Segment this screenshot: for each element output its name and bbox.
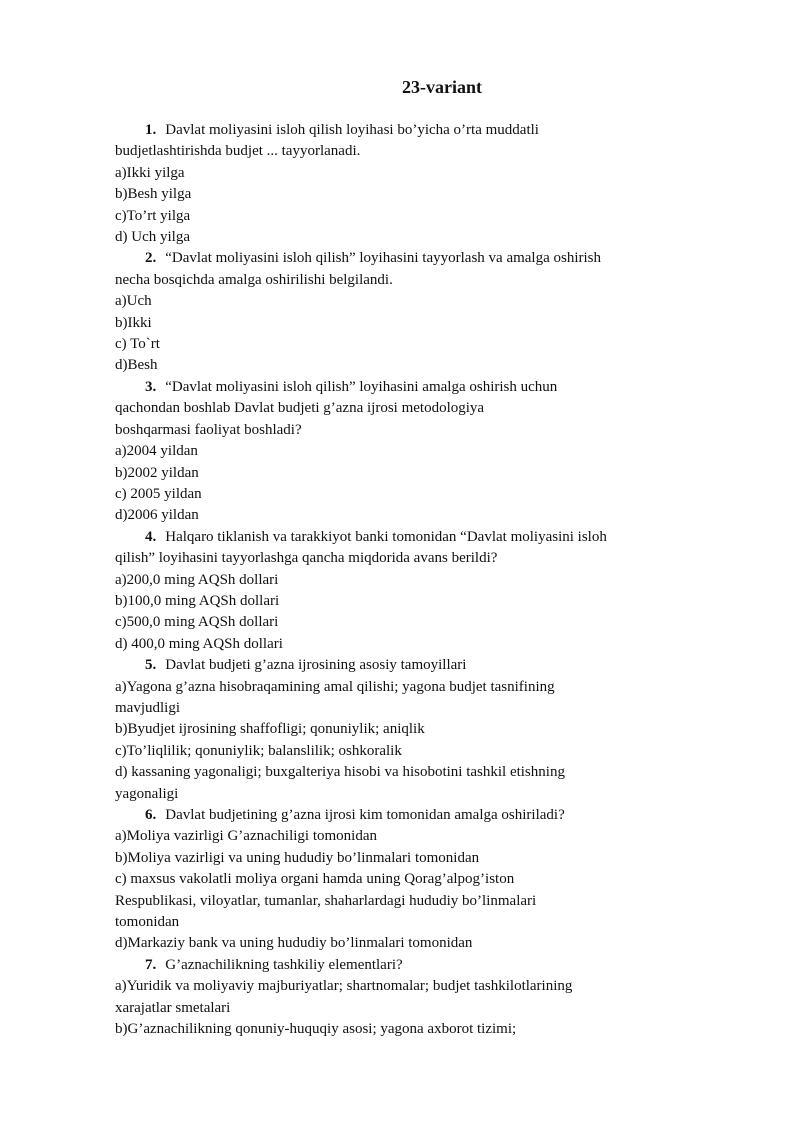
answer-option-line: d) Uch yilga xyxy=(115,229,190,246)
answer-option-line: a)2004 yildan xyxy=(115,443,198,460)
answer-option xyxy=(115,677,675,720)
answer-option xyxy=(115,463,675,484)
answer-option-line: b)Besh yilga xyxy=(115,186,192,203)
question-line: Davlat budjetining g’azna ijrosi kim tomonidan amalga oshiriladi? xyxy=(165,807,565,823)
answer-option-line: a)Yuridik va moliyaviy majburiyatlar; shartnomalar; budjet tashkilotlarining xyxy=(115,978,573,995)
question-text xyxy=(115,248,675,291)
answer-option-line: a)Ikki yilga xyxy=(115,164,185,181)
question-number: 4. xyxy=(145,528,157,545)
answer-option xyxy=(115,227,675,248)
answer-option-line: b)2002 yildan xyxy=(115,464,199,481)
answer-option xyxy=(115,355,675,376)
question-text xyxy=(115,527,675,570)
question-block xyxy=(115,655,675,805)
page-title: 23-variant xyxy=(402,77,482,97)
answer-option-line: a)200,0 ming AQSh dollari xyxy=(115,571,279,588)
answer-option-line: a)Yagona g’azna hisobraqamining amal qilishi; yagona budjet tasnifining xyxy=(115,678,555,695)
answer-option xyxy=(115,741,675,762)
answer-option-line: c) To`rt xyxy=(115,336,160,353)
question-number: 6. xyxy=(145,807,157,823)
answer-option xyxy=(115,163,675,184)
answer-option-line: a)Moliya vazirligi G’aznachiligi tomonidan xyxy=(115,828,378,845)
answer-option-line: tomonidan xyxy=(115,914,180,931)
answer-option-line: c) maxsus vakolatli moliya organi hamda uning Qorag’alpog’iston xyxy=(115,871,515,888)
answer-option xyxy=(115,313,675,334)
answer-option-line: Respublikasi, viloyatlar, tumanlar, shaharlardagi hududiy bo’linmalari xyxy=(115,892,537,909)
answer-option xyxy=(115,206,675,227)
question-block xyxy=(115,527,675,655)
answer-option-line: a)Uch xyxy=(115,293,152,310)
question-text xyxy=(115,120,675,163)
question-text xyxy=(115,805,675,826)
answer-option xyxy=(115,570,675,591)
answer-option-line: d) 400,0 ming AQSh dollari xyxy=(115,635,283,652)
question-text xyxy=(115,377,675,441)
answer-option-line: c)To’liqlilik; qonuniylik; balanslilik; oshkoralik xyxy=(115,742,402,759)
question-line: boshqarmasi faoliyat boshladi? xyxy=(115,421,302,438)
answer-option xyxy=(115,1019,675,1040)
answer-option-line: c)500,0 ming AQSh dollari xyxy=(115,614,279,631)
question-line: G’aznachilikning tashkiliy elementlari? xyxy=(165,956,403,973)
question-text xyxy=(115,655,675,676)
answer-option-line: yagonaligi xyxy=(115,785,179,802)
answer-option xyxy=(115,826,675,847)
question-list xyxy=(115,120,675,1040)
question-block xyxy=(115,248,675,376)
question-block xyxy=(115,377,675,527)
question-number: 1. xyxy=(145,122,157,138)
answer-option-line: b)Byudjet ijrosining shaffofligi; qonuniylik; aniqlik xyxy=(115,721,425,738)
question-line: “Davlat moliyasini isloh qilish” loyihasini amalga oshirish uchun xyxy=(165,378,558,395)
question-line: Davlat budjeti g’azna ijrosining asosiy tamoyillari xyxy=(165,657,467,674)
answer-option-line: b)Ikki xyxy=(115,314,152,331)
question-line: Davlat moliyasini isloh qilish loyihasi bo’yicha o’rta muddatli xyxy=(165,122,539,138)
answer-option xyxy=(115,334,675,355)
answer-option xyxy=(115,848,675,869)
answer-option-line: d)Markaziy bank va uning hududiy bo’linmalari tomonidan xyxy=(115,935,473,952)
answer-option-line: d)Besh xyxy=(115,357,158,374)
answer-option-line: xarajatlar smetalari xyxy=(115,999,231,1016)
answer-option xyxy=(115,869,675,933)
question-number: 3. xyxy=(145,378,157,395)
question-line: qachondan boshlab Davlat budjeti g’azna ijrosi metodologiya xyxy=(115,400,485,417)
question-block xyxy=(115,120,675,248)
answer-option-line: b)G’aznachilikning qonuniy-huquqiy asosi; yagona axborot tizimi; xyxy=(115,1021,517,1038)
question-line: necha bosqichda amalga oshirilishi belgilandi. xyxy=(115,271,393,288)
answer-option xyxy=(115,762,675,805)
answer-option xyxy=(115,719,675,740)
answer-option-line: c)To’rt yilga xyxy=(115,207,191,224)
question-line: Halqaro tiklanish va tarakkiyot banki tomonidan “Davlat moliyasini isloh xyxy=(165,528,607,545)
answer-option xyxy=(115,634,675,655)
question-text xyxy=(115,955,675,976)
answer-option xyxy=(115,591,675,612)
answer-option xyxy=(115,184,675,205)
answer-option xyxy=(115,505,675,526)
answer-option xyxy=(115,976,675,1019)
question-line: budjetlashtirishda budjet ... tayyorlanadi. xyxy=(115,143,361,160)
question-number: 7. xyxy=(145,956,157,973)
question-number: 2. xyxy=(145,250,157,267)
answer-option-line: b)Moliya vazirligi va uning hududiy bo’linmalari tomonidan xyxy=(115,849,480,866)
answer-option xyxy=(115,291,675,312)
answer-option xyxy=(115,612,675,633)
answer-option-line: c) 2005 yildan xyxy=(115,485,202,502)
question-block xyxy=(115,805,675,955)
question-line: qilish” loyihasini tayyorlashga qancha miqdorida avans berildi? xyxy=(115,550,498,567)
answer-option xyxy=(115,933,675,954)
answer-option-line: d)2006 yildan xyxy=(115,507,199,524)
answer-option-line: mavjudligi xyxy=(115,699,180,716)
answer-option xyxy=(115,441,675,462)
question-block xyxy=(115,955,675,1041)
answer-option xyxy=(115,484,675,505)
answer-option-line: b)100,0 ming AQSh dollari xyxy=(115,592,280,609)
question-number: 5. xyxy=(145,657,157,674)
answer-option-line: d) kassaning yagonaligi; buxgalteriya hisobi va hisobotini tashkil etishning xyxy=(115,764,565,781)
question-line: “Davlat moliyasini isloh qilish” loyihasini tayyorlash va amalga oshirish xyxy=(165,250,602,267)
